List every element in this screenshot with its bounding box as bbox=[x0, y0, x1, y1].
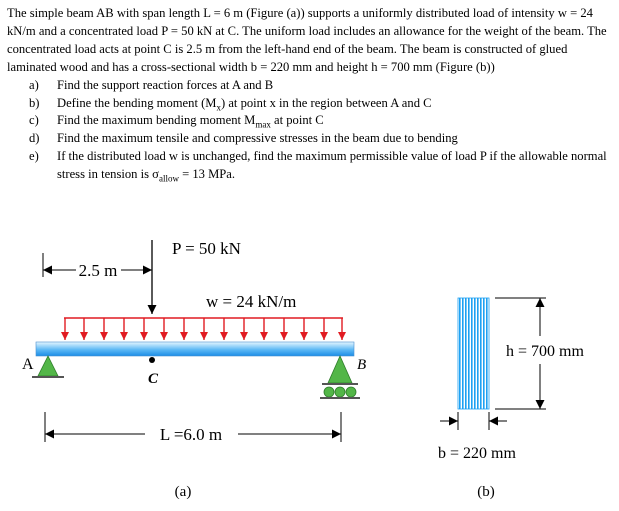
task-text: Find the maximum bending moment M bbox=[57, 113, 256, 128]
task-text-end: = 13 MPa. bbox=[178, 167, 236, 182]
height-label: h = 700 mm bbox=[506, 343, 584, 360]
span-label: L =6.0 m bbox=[159, 425, 223, 444]
figure-a bbox=[22, 239, 366, 500]
roller-wheel bbox=[335, 387, 345, 397]
cross-section bbox=[458, 298, 489, 409]
support-a-pin bbox=[38, 356, 58, 376]
task-label: c) bbox=[29, 113, 39, 128]
task-text: If the distributed load w is unchanged, find the maximum permissible value of load P if the allowable normal stress in tension is σ bbox=[57, 149, 607, 182]
problem-intro: The simple beam AB with span length L = 6 m (Figure (a)) supports a uniformly distributed load of intensity w = 24 kN/m and a concentrated load P = 50 kN at C. The uniform load includes an allowance for the weight of the beam. The concentrated load acts at point C is 2.5 m from the left-hand end of the beam. The beam is constructed of glued laminated wood and has a cross-sectional width b = 220 mm and height h = 700 mm (Figure (b)) bbox=[7, 6, 607, 74]
beam bbox=[36, 342, 354, 356]
support-a-label: A bbox=[22, 356, 34, 373]
task-label: a) bbox=[29, 77, 39, 92]
task-label: b) bbox=[29, 95, 40, 110]
task-text: Find the maximum tensile and compressive stresses in the beam due to bending bbox=[57, 131, 458, 146]
dist-load-label: w = 24 kN/m bbox=[206, 292, 297, 311]
point-c-label: C bbox=[148, 371, 159, 387]
support-b-roller bbox=[328, 356, 352, 383]
roller-wheel bbox=[346, 387, 356, 397]
task-subscript: max bbox=[255, 119, 271, 130]
point-c-marker bbox=[149, 357, 155, 363]
task-label: e) bbox=[29, 149, 39, 164]
width-label: b = 220 mm bbox=[438, 445, 516, 462]
task-text: Define the bending moment (M bbox=[57, 95, 217, 110]
point-load-label: P = 50 kN bbox=[172, 239, 241, 258]
figure-a-caption: (a) bbox=[174, 484, 192, 500]
roller-wheel bbox=[324, 387, 334, 397]
task-label: d) bbox=[29, 131, 40, 146]
task-subscript: x bbox=[216, 102, 221, 113]
task-subscript: allow bbox=[158, 173, 179, 184]
figure-b bbox=[438, 298, 584, 500]
figure-b-caption: (b) bbox=[477, 484, 495, 500]
task-text-end: at point C bbox=[270, 113, 324, 128]
support-b-label: B bbox=[357, 357, 367, 373]
task-text: Find the support reaction forces at A and B bbox=[57, 77, 274, 92]
task-text-end: ) at point x in the region between A and C bbox=[220, 95, 432, 110]
dim-a-to-c-label: 2.5 m bbox=[78, 261, 118, 280]
